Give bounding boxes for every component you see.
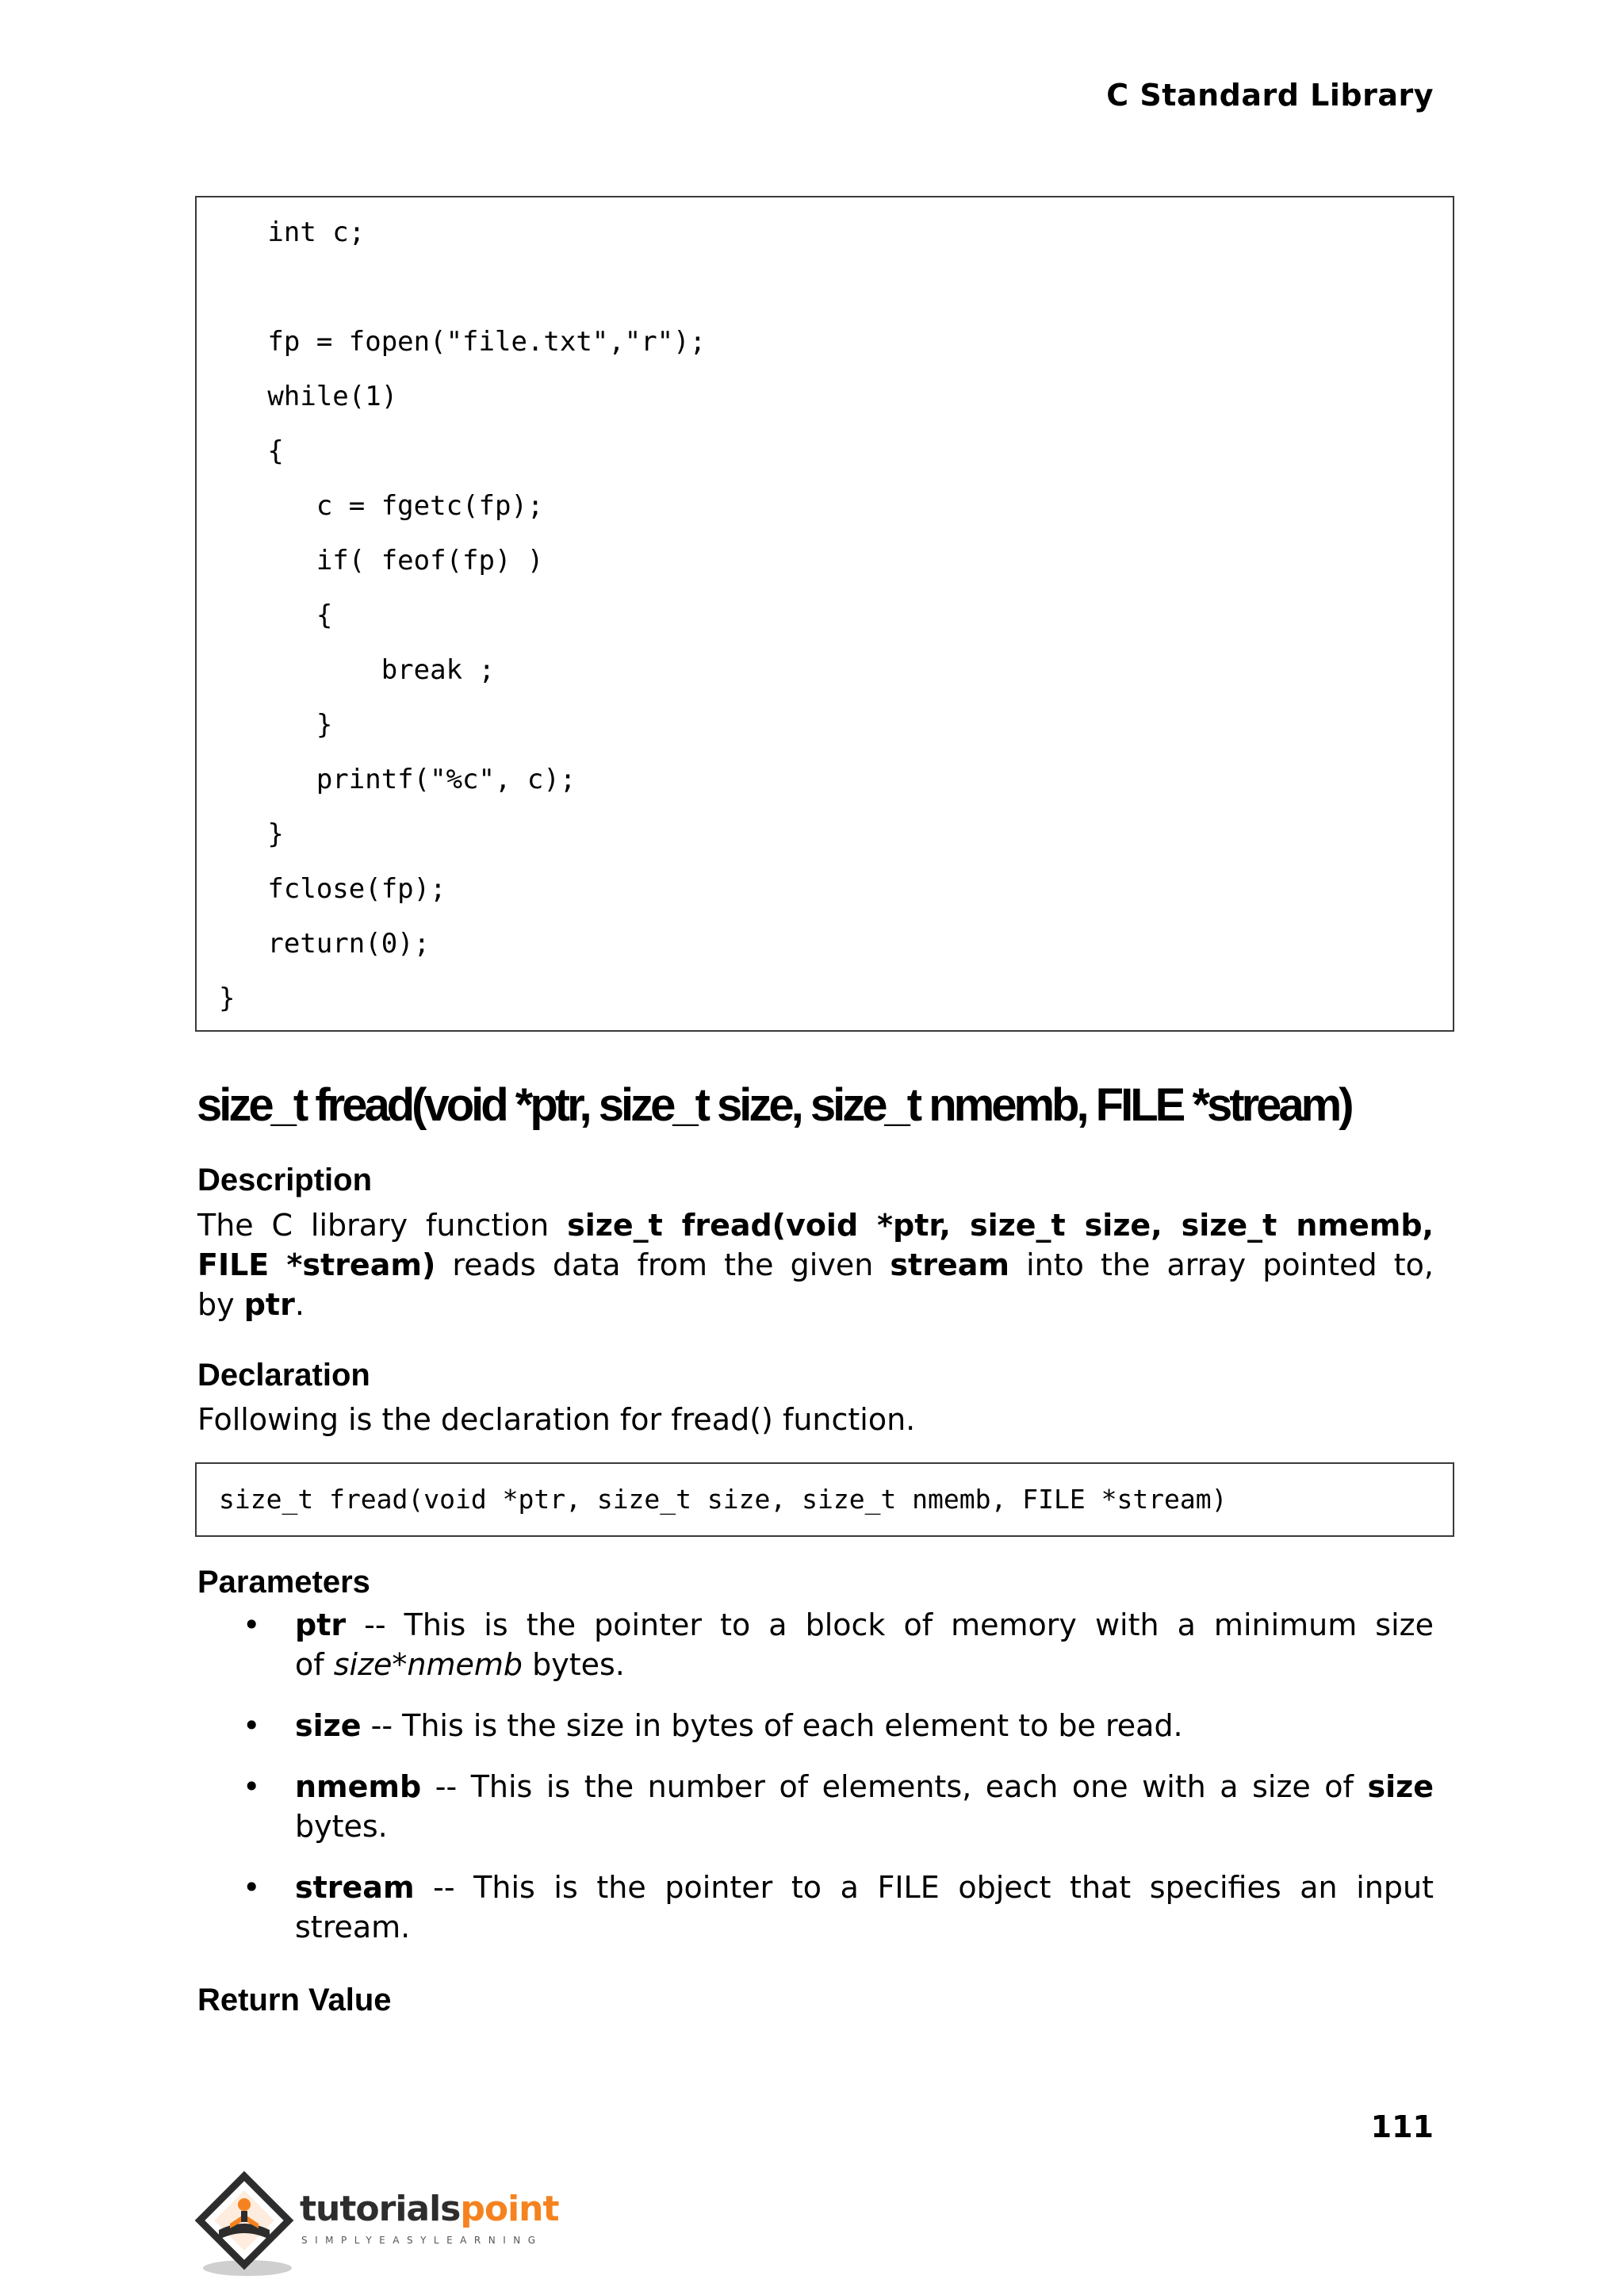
declaration-intro: Following is the declaration for fread() function. [197, 1402, 916, 1437]
code-line: fclose(fp); [219, 873, 446, 905]
code-line: c = fgetc(fp); [219, 490, 544, 522]
code-line: fp = fopen("file.txt","r"); [219, 326, 707, 358]
code-line: } [219, 709, 333, 741]
declaration-code-box [195, 1462, 1454, 1537]
parameter-line: size -- This is the size in bytes of each element to be read. [295, 1708, 1183, 1743]
parameter-line: stream -- This is the pointer to a FILE object that specifies an input [295, 1870, 1434, 1905]
tutorialspoint-logo [195, 2171, 568, 2282]
running-header-title: C Standard Library [1106, 78, 1434, 113]
page-number: 111 [1370, 2109, 1434, 2144]
bullet-icon: • [243, 1607, 261, 1642]
description-heading: Description [197, 1163, 373, 1197]
parameter-line: nmemb -- This is the number of elements, each one with a size of size [295, 1769, 1434, 1804]
parameter-line: of size*nmemb bytes. [295, 1647, 625, 1682]
parameters-heading: Parameters [197, 1565, 370, 1600]
logo-wordmark: tutorialspoint [300, 2189, 559, 2229]
bullet-icon: • [243, 1870, 261, 1905]
bullet-icon: • [243, 1708, 261, 1743]
description-line-3: by ptr. [197, 1287, 304, 1322]
code-line: { [219, 435, 284, 467]
description-line-2: FILE *stream) reads data from the given stream into the array pointed to, [197, 1247, 1434, 1282]
description-line-1: The C library function size_t fread(void *ptr, size_t size, size_t nmemb, [197, 1208, 1434, 1243]
code-line: if( feof(fp) ) [219, 545, 544, 577]
parameter-line: bytes. [295, 1809, 388, 1844]
return-value-heading: Return Value [197, 1983, 392, 2017]
bullet-icon: • [243, 1769, 261, 1804]
function-title: size_t fread(void *ptr, size_t size, size_t nmemb, FILE *stream) [197, 1079, 1351, 1131]
code-example-box [195, 196, 1454, 1032]
code-line: break ; [219, 654, 495, 686]
code-line: printf("%c", c); [219, 764, 576, 795]
declaration-heading: Declaration [197, 1358, 370, 1393]
code-line: while(1) [219, 381, 398, 412]
code-line: } [219, 818, 284, 850]
declaration-code: size_t fread(void *ptr, size_t size, size_t nmemb, FILE *stream) [219, 1484, 1228, 1515]
parameter-line: ptr -- This is the pointer to a block of memory with a minimum size [295, 1607, 1434, 1642]
code-line: return(0); [219, 928, 431, 960]
logo-tagline: SIMPLYEASYLEARNING [301, 2235, 543, 2246]
code-line: } [219, 983, 236, 1014]
parameter-line: stream. [295, 1910, 411, 1944]
code-line: { [219, 600, 333, 631]
logo-emblem-icon [195, 2171, 298, 2282]
code-line: int c; [219, 216, 366, 248]
